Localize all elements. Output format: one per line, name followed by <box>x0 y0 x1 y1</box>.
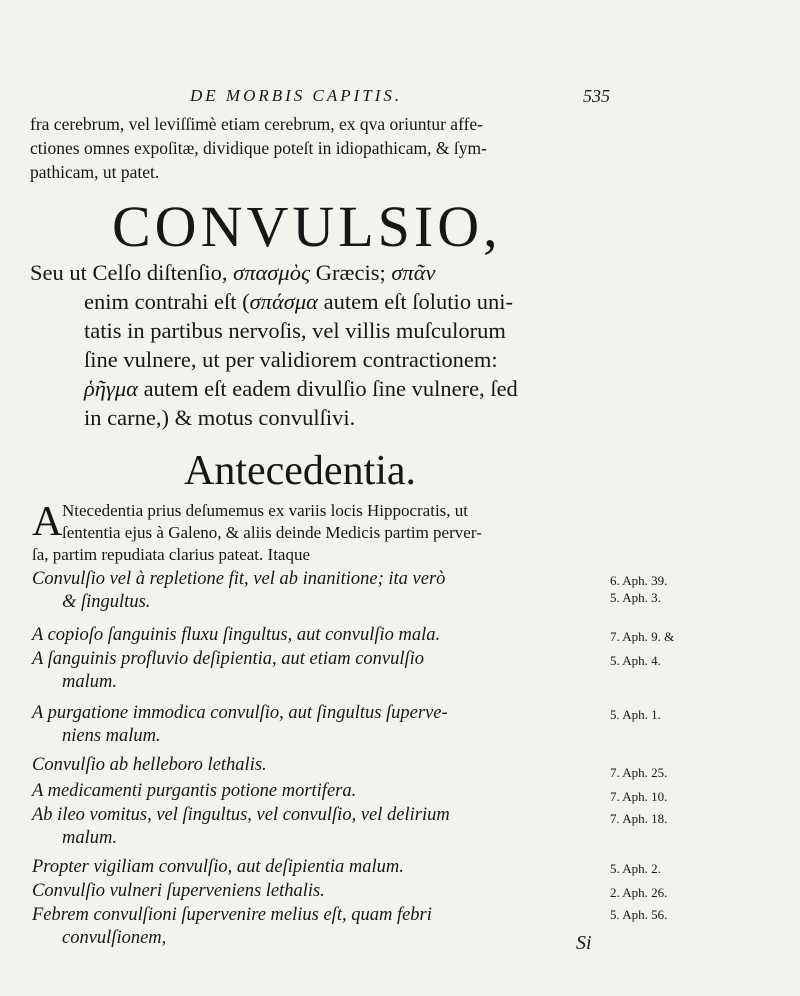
aphorism-reference <box>610 906 770 923</box>
aphorism-reference <box>610 884 770 901</box>
intro-paragraph <box>30 112 602 184</box>
aphorism-reference <box>610 764 770 781</box>
aphorism-line: A medicamenti purgantis potione mortifera. <box>32 781 357 801</box>
subtitle-text: Seu ut Celſo diſtenſio, <box>30 260 228 285</box>
aphorism-line: Propter vigiliam convulſio, aut deſipientia malum. <box>32 857 404 877</box>
paragraph-line: ſententia ejus à Galeno, & aliis deinde Medicis partim perver- <box>62 523 482 542</box>
reference-line: 5. Aph. 3. <box>610 590 661 605</box>
greek-word: σπᾶν <box>391 260 436 285</box>
aphorism-line: convulſionem, <box>62 928 167 948</box>
aphorism-reference <box>610 706 770 723</box>
subtitle-text: enim contrahi eſt ( <box>84 289 250 314</box>
aphorism-line: Ab ileo vomitus, vel ſingultus, vel convulſio, vel delirium <box>32 805 450 825</box>
aphorism-text <box>32 648 602 694</box>
aphorism-text <box>32 856 602 879</box>
aphorism-reference <box>610 810 770 827</box>
aphorism-text <box>32 880 602 903</box>
chapter-title: CONVULSIO, <box>112 194 502 259</box>
subtitle-line <box>30 287 610 316</box>
reference-line: 5. Aph. 1. <box>610 707 661 722</box>
drop-cap: A <box>32 499 63 545</box>
aphorism-line: Convulſio vulneri ſuperveniens lethalis. <box>32 881 325 901</box>
aphorism-text <box>32 904 602 950</box>
reference-line: 7. Aph. 18. <box>610 811 668 826</box>
greek-word: σπασμὸς <box>233 260 311 285</box>
aphorism-reference <box>610 860 770 877</box>
body-paragraph <box>32 500 607 566</box>
paragraph-line: ſa, partim repudiata clarius pateat. Itaque <box>32 545 311 564</box>
paragraph-line: Ntecedentia prius deſumemus ex variis locis Hippocratis, ut <box>62 501 469 520</box>
greek-word: ῥῆγμα <box>84 376 138 401</box>
aphorism-reference <box>610 788 770 805</box>
aphorism-line: Convulſio vel à repletione fit, vel ab inanitione; ita verò <box>32 569 446 589</box>
aphorism-text <box>32 804 602 850</box>
reference-line: 7. Aph. 25. <box>610 765 668 780</box>
intro-line: pathicam, ut patet. <box>30 162 160 182</box>
subtitle-line <box>30 374 610 403</box>
aphorism-text <box>32 624 602 647</box>
reference-line: 6. Aph. 39. <box>610 573 668 588</box>
subtitle-line: ſine vulnere, ut per validiorem contractionem: <box>84 347 498 372</box>
page-number: 535 <box>583 86 610 106</box>
aphorism-reference <box>610 652 770 669</box>
reference-line: 5. Aph. 4. <box>610 653 661 668</box>
aphorism-line: A purgatione immodica convulſio, aut ſingultus ſuperve- <box>32 703 448 723</box>
chapter-subtitle <box>30 258 610 432</box>
aphorism-text <box>32 568 602 614</box>
section-heading: Antecedentia. <box>184 448 417 494</box>
subtitle-line: tatis in partibus nervoſis, vel villis muſculorum <box>84 318 506 343</box>
aphorism-line: malum. <box>62 828 117 848</box>
subtitle-text: Græcis; <box>315 260 386 285</box>
aphorism-line: A copioſo ſanguinis fluxu ſingultus, aut convulſio mala. <box>32 625 441 645</box>
reference-line: 7. Aph. 10. <box>610 789 668 804</box>
reference-line: 5. Aph. 56. <box>610 907 668 922</box>
aphorism-line: niens malum. <box>62 726 161 746</box>
reference-line: 5. Aph. 2. <box>610 861 661 876</box>
catchword: Si <box>576 932 592 954</box>
aphorism-line: Febrem convulſioni ſupervenire melius eſt, quam febri <box>32 905 432 925</box>
aphorism-text <box>32 754 602 777</box>
subtitle-text: autem eſt ſolutio uni- <box>323 289 513 314</box>
aphorism-reference <box>610 628 770 645</box>
reference-line: 2. Aph. 26. <box>610 885 668 900</box>
running-title: DE MORBIS CAPITIS. <box>190 86 403 105</box>
aphorism-text <box>32 702 602 748</box>
aphorism-line: Convulſio ab helleboro lethalis. <box>32 755 267 775</box>
aphorism-reference <box>610 572 770 606</box>
subtitle-line: in carne,) & motus convulſivi. <box>84 405 356 430</box>
intro-line: fra cerebrum, vel leviſſimè etiam cerebrum, ex qva oriuntur affe- <box>30 114 484 134</box>
subtitle-line <box>30 258 610 287</box>
aphorism-line: malum. <box>62 672 117 692</box>
aphorism-text <box>32 780 602 803</box>
greek-word: σπάσμα <box>249 289 318 314</box>
aphorism-line: A ſanguinis profluvio deſipientia, aut etiam convulſio <box>32 649 425 669</box>
aphorism-line: & ſingultus. <box>62 592 151 612</box>
intro-line: ctiones omnes expoſitæ, dividique poteſt in idiopathicam, & ſym- <box>30 138 487 158</box>
subtitle-text: autem eſt eadem divulſio ſine vulnere, ſed <box>143 376 518 401</box>
reference-line: 7. Aph. 9. & <box>610 629 675 644</box>
